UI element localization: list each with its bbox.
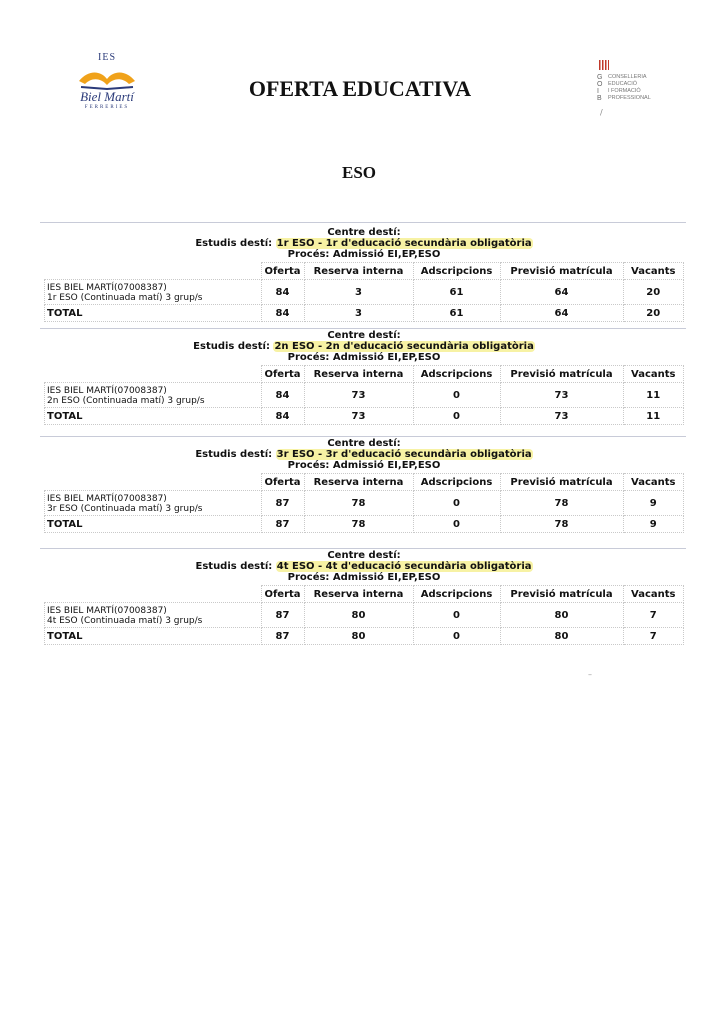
school-logo [62,52,152,130]
open-book-icon [77,65,137,91]
total-vacants: 20 [623,305,684,322]
total-adscripcions: 0 [413,628,500,645]
section-heading [44,550,684,583]
group-name: 4t ESO (Continuada matí) 3 grup/s [47,616,203,626]
previsio-value: 80 [500,603,623,628]
previsio-value: 73 [500,383,623,408]
estudis-value: 2n ESO - 2n d'educació secundària obligatòria [274,341,534,352]
centre-label: Centre destí: [327,438,401,449]
total-oferta: 84 [261,408,304,425]
total-oferta: 87 [261,628,304,645]
offer-section [44,438,684,533]
oferta-value: 87 [261,491,304,516]
total-label: TOTAL [45,628,262,645]
total-reserva: 78 [304,516,413,533]
vacants-value: 7 [623,603,684,628]
total-adscripcions: 0 [413,516,500,533]
adscripcions-value: 0 [413,383,500,408]
proces-line: Procés: Admissió EI,EP,ESO [287,572,441,583]
col-reserva-interna: Reserva interna [304,366,413,383]
flag-icon [599,60,609,70]
col-adscripcions: Adscripcions [413,263,500,280]
logo-town: FERRERIES [84,105,130,110]
col-adscripcions: Adscripcions [413,586,500,603]
total-previsio: 80 [500,628,623,645]
section-heading [44,438,684,471]
total-oferta: 87 [261,516,304,533]
estudis-label: Estudis destí: [193,341,270,352]
table-header-row [45,263,684,280]
total-vacants: 9 [623,516,684,533]
estudis-line [44,449,684,460]
reserva-value: 78 [304,491,413,516]
offer-section [44,227,684,322]
proces-line: Procés: Admissió EI,EP,ESO [287,352,441,363]
estudis-line [44,561,684,572]
estudis-line [44,341,684,352]
school-cell [45,383,262,408]
col-oferta: Oferta [261,366,304,383]
col-oferta: Oferta [261,586,304,603]
table-row [45,280,684,305]
total-reserva: 3 [304,305,413,322]
centre-label: Centre destí: [327,330,401,341]
estudis-value: 1r ESO - 1r d'educació secundària obligatòria [276,238,532,249]
adscripcions-value: 0 [413,491,500,516]
school-name: IES BIEL MARTÍ(07008387) [47,283,167,293]
offer-table [44,585,684,645]
oferta-value: 84 [261,280,304,305]
col-previsio-matricula: Previsió matrícula [500,586,623,603]
divider-line [40,548,686,549]
total-row [45,408,684,425]
col-previsio-matricula: Previsió matrícula [500,263,623,280]
total-adscripcions: 0 [413,408,500,425]
gov-department: CONSELLERIA EDUCACIÓ I FORMACIÓ PROFESSIONAL [608,74,651,101]
divider-line [40,222,686,223]
total-vacants: 7 [623,628,684,645]
total-oferta: 84 [261,305,304,322]
group-name: 3r ESO (Continuada matí) 3 grup/s [47,504,203,514]
table-header-row [45,366,684,383]
total-adscripcions: 61 [413,305,500,322]
col-oferta: Oferta [261,263,304,280]
centre-label: Centre destí: [327,550,401,561]
col-oferta: Oferta [261,474,304,491]
total-reserva: 80 [304,628,413,645]
offer-table [44,473,684,533]
total-row [45,516,684,533]
total-previsio: 78 [500,516,623,533]
col-adscripcions: Adscripcions [413,366,500,383]
reserva-value: 80 [304,603,413,628]
table-row [45,383,684,408]
adscripcions-value: 61 [413,280,500,305]
school-name: IES BIEL MARTÍ(07008387) [47,606,167,616]
school-name: IES BIEL MARTÍ(07008387) [47,386,167,396]
section-subtitle: ESO [341,163,377,182]
total-row [45,305,684,322]
col-previsio-matricula: Previsió matrícula [500,474,623,491]
col-reserva-interna: Reserva interna [304,586,413,603]
total-vacants: 11 [623,408,684,425]
centre-label: Centre destí: [327,227,401,238]
estudis-value: 3r ESO - 3r d'educació secundària obligatòria [276,449,532,460]
offer-section [44,330,684,425]
logo-school-name: Biel Martí [80,89,134,104]
school-name: IES BIEL MARTÍ(07008387) [47,494,167,504]
vacants-value: 9 [623,491,684,516]
scan-speck: – [588,670,592,679]
reserva-value: 73 [304,383,413,408]
school-cell [45,491,262,516]
col-reserva-interna: Reserva interna [304,474,413,491]
divider-line [40,436,686,437]
gov-letters: G O I B [597,74,603,102]
oferta-value: 84 [261,383,304,408]
total-reserva: 73 [304,408,413,425]
estudis-label: Estudis destí: [195,238,273,249]
total-row [45,628,684,645]
proces-line: Procés: Admissió EI,EP,ESO [287,460,441,471]
table-row [45,603,684,628]
group-name: 1r ESO (Continuada matí) 3 grup/s [47,293,203,303]
vacants-value: 20 [623,280,684,305]
estudis-label: Estudis destí: [195,561,273,572]
col-adscripcions: Adscripcions [413,474,500,491]
divider-line [40,328,686,329]
total-previsio: 73 [500,408,623,425]
estudis-line [44,238,684,249]
vacants-value: 11 [623,383,684,408]
government-logo [594,60,674,122]
adscripcions-value: 0 [413,603,500,628]
oferta-value: 87 [261,603,304,628]
section-heading [44,330,684,363]
logo-ies-text: IES [98,52,116,63]
table-row [45,491,684,516]
total-label: TOTAL [45,408,262,425]
col-reserva-interna: Reserva interna [304,263,413,280]
offer-table [44,262,684,322]
col-vacants: Vacants [623,263,684,280]
page-title: OFERTA EDUCATIVA [248,76,472,101]
col-vacants: Vacants [623,586,684,603]
previsio-value: 64 [500,280,623,305]
page-header [0,0,718,140]
reserva-value: 3 [304,280,413,305]
school-cell [45,280,262,305]
offer-section [44,550,684,645]
offer-table [44,365,684,425]
total-previsio: 64 [500,305,623,322]
table-header-row [45,586,684,603]
estudis-label: Estudis destí: [195,449,273,460]
section-heading [44,227,684,260]
table-header-row [45,474,684,491]
estudis-value: 4t ESO - 4t d'educació secundària obligatòria [276,561,532,572]
col-previsio-matricula: Previsió matrícula [500,366,623,383]
col-vacants: Vacants [623,474,684,491]
total-label: TOTAL [45,305,262,322]
group-name: 2n ESO (Continuada matí) 3 grup/s [47,396,205,406]
school-cell [45,603,262,628]
gov-slash-mark: / [600,108,603,117]
col-vacants: Vacants [623,366,684,383]
total-label: TOTAL [45,516,262,533]
proces-line: Procés: Admissió EI,EP,ESO [287,249,441,260]
previsio-value: 78 [500,491,623,516]
